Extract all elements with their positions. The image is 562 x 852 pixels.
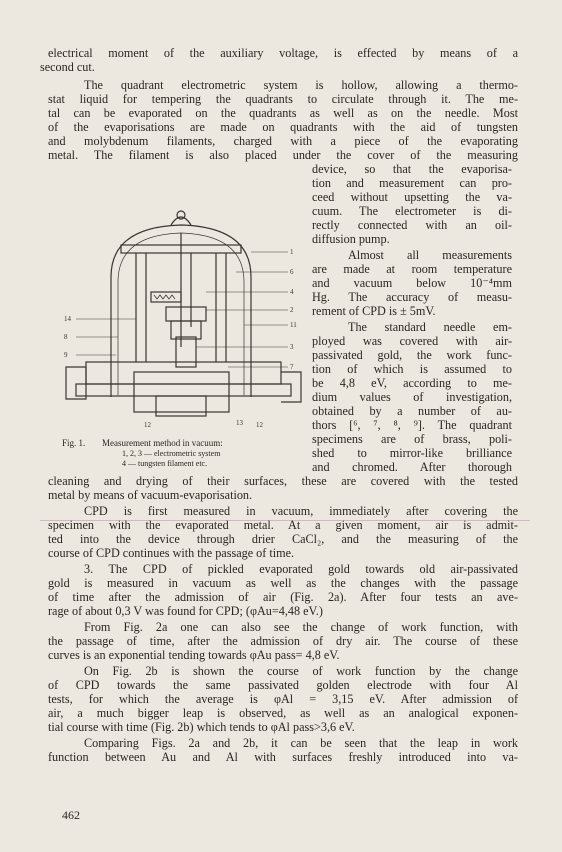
text-line: On Fig. 2b is shown the course of work function by the change bbox=[84, 664, 518, 678]
text-line: be 4,8 eV, according to me- bbox=[312, 376, 512, 390]
text-line: of time after the admission of air (Fig. 2a). After four tests an ave- bbox=[48, 590, 518, 604]
scan-line bbox=[40, 520, 530, 521]
callout-label: 8 bbox=[64, 333, 68, 341]
text-line: obtained by a number of au- bbox=[312, 404, 512, 418]
text-line: ted into the device through drier CaCl₂, and the measuring of the bbox=[48, 532, 518, 546]
callout-label: 14 bbox=[64, 315, 71, 323]
text-line: Hg. The accuracy of measu- bbox=[312, 290, 512, 304]
text-line: specimens are of brass, poli- bbox=[312, 432, 512, 446]
page-number: 462 bbox=[62, 808, 80, 822]
text-line: are made at room temperature bbox=[312, 262, 512, 276]
text-line: air, a much bigger leap is observed, as well as an analogical exponen- bbox=[48, 706, 518, 720]
text-line: Almost all measurements bbox=[348, 248, 512, 262]
text-line: The quadrant electrometric system is hollow, allowing a thermo- bbox=[84, 78, 518, 92]
text-line: Comparing Figs. 2a and 2b, it can be seen that the leap in work bbox=[84, 736, 518, 750]
text-line: tal can be evaporated on the quadrants as well as on the needle. Most bbox=[48, 106, 518, 120]
text-line: and molybdenum filaments, charged with a piece of the evaporating bbox=[48, 134, 518, 148]
callout-label: 9 bbox=[64, 351, 68, 359]
text-line: tests, for which the average is φAl = 3,15 eV. After admission of bbox=[48, 692, 518, 706]
text-line: The standard needle em- bbox=[348, 320, 512, 334]
text-line: CPD is first measured in vacuum, immediately after covering the bbox=[84, 504, 518, 518]
callout-label: 3 bbox=[290, 343, 294, 351]
callout-label: 7 bbox=[290, 363, 294, 371]
text-line: device, so that the evaporisa- bbox=[312, 162, 512, 176]
text-line: and vacuum below 10⁻⁴mm bbox=[312, 276, 512, 290]
caption-sub: 4 — tungsten filament etc. bbox=[122, 459, 208, 468]
text-line: From Fig. 2a one can also see the change of work function, with bbox=[84, 620, 518, 634]
callout-label: 2 bbox=[290, 306, 294, 314]
figure-label: Fig. 1. bbox=[62, 438, 86, 448]
text-line: tion of which is assumed to bbox=[312, 362, 512, 376]
text-line: tion and measurement can pro- bbox=[312, 176, 512, 190]
text-line: 3. The CPD of pickled evaporated gold towards old air-passivated bbox=[84, 562, 518, 576]
text-line: shed to mirror-like brilliance bbox=[312, 446, 512, 460]
callout-label: 4 bbox=[290, 288, 294, 296]
text-line: rement of CPD is ± 5mV. bbox=[312, 304, 436, 318]
text-line: electrical moment of the auxiliary voltage, is effected by means of a bbox=[48, 46, 518, 60]
text-line: second cut. bbox=[40, 60, 95, 74]
text-line: of the evaporisations are made on quadrants with the aid of tungsten bbox=[48, 120, 518, 134]
text-line: of CPD towards the same passivated golden electrode with four Al bbox=[48, 678, 518, 692]
text-line: diffusion pump. bbox=[312, 232, 390, 246]
callout-label: 11 bbox=[290, 321, 297, 329]
text-line: cleaning and drying of their surfaces, these are covered with the tested bbox=[48, 474, 518, 488]
text-line: specimen with the evaporated metal. At a given moment, air is admit- bbox=[48, 518, 518, 532]
text-line: tial course with time (Fig. 2b) which tends to φAl pass>3,6 eV. bbox=[48, 720, 355, 734]
text-line: metal by means of vacuum-evaporisation. bbox=[48, 488, 253, 502]
electrometer-diagram bbox=[56, 207, 306, 432]
text-line: dium values of investigation, bbox=[312, 390, 512, 404]
callout-label: 12 bbox=[144, 421, 151, 429]
callout-label: 6 bbox=[290, 268, 294, 276]
text-line: gold is measured in vacuum as well as the changes with the passage bbox=[48, 576, 518, 590]
text-line: ceed without upsetting the va- bbox=[312, 190, 512, 204]
text-line: cuum. The electrometer is di- bbox=[312, 204, 512, 218]
text-line: rectly connected with an oil- bbox=[312, 218, 512, 232]
text-line: passivated gold, the work func- bbox=[312, 348, 512, 362]
text-line: curves is an exponential tending towards φAu pass= 4,8 eV. bbox=[48, 648, 340, 662]
text-line: and chromed. After thorough bbox=[312, 460, 512, 474]
callout-label: 1 bbox=[290, 248, 294, 256]
text-line: stat liquid for tempering the quadrants to circulate through it. The me- bbox=[48, 92, 518, 106]
callout-label: 13 bbox=[236, 419, 243, 427]
text-line: the passage of time, after the admission of dry air. The course of these bbox=[48, 634, 518, 648]
text-line: function between Au and Al with surfaces freshly introduced into va- bbox=[48, 750, 518, 764]
text-line: course of CPD continues with the passage of time. bbox=[48, 546, 295, 560]
text-line: rage of about 0,3 V was found for CPD; (φAu=4,48 eV.) bbox=[48, 604, 323, 618]
text-line: thors [⁶, ⁷, ⁸, ⁹]. The quadrant bbox=[312, 418, 512, 432]
text-line: metal. The filament is also placed under the cover of the measuring bbox=[48, 148, 518, 162]
callout-label: 12 bbox=[256, 421, 263, 429]
caption-text: Measurement method in vacuum: bbox=[102, 438, 223, 448]
caption-sub: 1, 2, 3 — electrometric system bbox=[122, 449, 221, 458]
text-line: ployed was covered with air- bbox=[312, 334, 512, 348]
